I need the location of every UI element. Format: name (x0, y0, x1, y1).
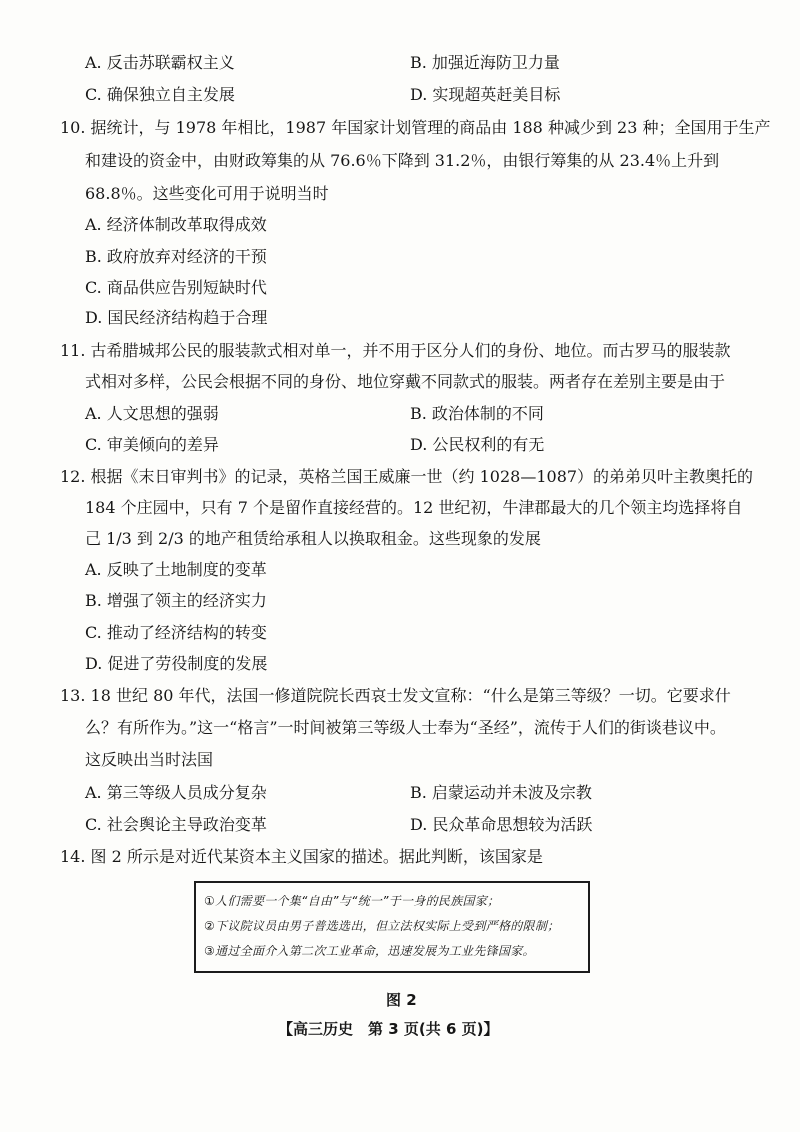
q9-option-b: B. 加强近海防卫力量 (410, 53, 560, 72)
q10-stem-line-3: 68.8％。这些变化可用于说明当时 (85, 184, 329, 203)
q10-option-a: A. 经济体制改革取得成效 (85, 215, 267, 234)
q12-option-a: A. 反映了土地制度的变革 (85, 560, 267, 579)
q13-stem-line-3: 这反映出当时法国 (85, 750, 214, 769)
q13-option-a: A. 第三等级人员成分复杂 (85, 783, 267, 802)
q11-option-c: C. 审美倾向的差异 (85, 435, 219, 454)
q10-stem-line-1: 10. 据统计，与 1978 年相比，1987 年国家计划管理的商品由 188 种减少到 23 种；全国用于生产 (60, 118, 771, 137)
q13-option-d: D. 民众革命思想较为活跃 (410, 815, 593, 834)
figure-item-1: ①人们需要一个集“自由”与“统一”于一身的民族国家； (204, 894, 500, 908)
q12-option-b: B. 增强了领主的经济实力 (85, 591, 267, 610)
q11-stem-line-2: 式相对多样，公民会根据不同的身份、地位穿戴不同款式的服装。两者存在差别主要是由于 (85, 372, 726, 391)
q13-option-b: B. 启蒙运动并未波及宗教 (410, 783, 592, 802)
q12-stem-line-3: 己 1/3 到 2/3 的地产租赁给承租人以换取租金。这些现象的发展 (85, 529, 541, 548)
q14-stem-line-1: 14. 图 2 所示是对近代某资本主义国家的描述。据此判断，该国家是 (60, 847, 543, 866)
q11-option-b: B. 政治体制的不同 (410, 404, 544, 423)
figure-2-box (194, 881, 590, 973)
q12-stem-line-2: 184 个庄园中，只有 7 个是留作直接经营的。12 世纪初，牛津郡最大的几个领主均选择将自 (85, 498, 743, 517)
q9-option-c: C. 确保独立自主发展 (85, 85, 235, 104)
page-footer: 【高三历史 第 3 页(共 6 页)】 (278, 1020, 499, 1038)
q10-stem-line-2: 和建设的资金中，由财政筹集的从 76.6％下降到 31.2％，由银行筹集的从 23.4％上升到 (85, 151, 720, 170)
q12-option-d: D. 促进了劳役制度的发展 (85, 654, 268, 673)
q11-option-a: A. 人文思想的强弱 (85, 404, 219, 423)
q11-stem-line-1: 11. 古希腊城邦公民的服装款式相对单一，并不用于区分人们的身份、地位。而古罗马的服装款 (60, 341, 731, 360)
q10-option-d: D. 国民经济结构趋于合理 (85, 308, 268, 327)
figure-item-2: ②下议院议员由男子普选选出，但立法权实际上受到严格的限制； (204, 919, 560, 933)
q13-stem-line-1: 13. 18 世纪 80 年代，法国一修道院院长西哀士发文宣称：“什么是第三等级？一切。它要求什 (60, 686, 731, 705)
figure-caption: 图 2 (386, 991, 417, 1009)
q10-option-c: C. 商品供应告别短缺时代 (85, 278, 267, 297)
q12-option-c: C. 推动了经济结构的转变 (85, 623, 267, 642)
q12-stem-line-1: 12. 根据《末日审判书》的记录，英格兰国王威廉一世（约 1028—1087）的弟弟贝叶主教奥托的 (60, 467, 754, 486)
q9-option-d: D. 实现超英赶美目标 (410, 85, 561, 104)
q11-option-d: D. 公民权利的有无 (410, 435, 545, 454)
q13-stem-line-2: 么？有所作为。”这一“格言”一时间被第三等级人士奉为“圣经”，流传于人们的街谈巷议中。 (85, 718, 726, 737)
q13-option-c: C. 社会舆论主导政治变革 (85, 815, 267, 834)
figure-item-3: ③通过全面介入第二次工业革命，迅速发展为工业先锋国家。 (204, 944, 535, 958)
q9-option-a: A. 反击苏联霸权主义 (85, 53, 235, 72)
q10-option-b: B. 政府放弃对经济的干预 (85, 247, 267, 266)
